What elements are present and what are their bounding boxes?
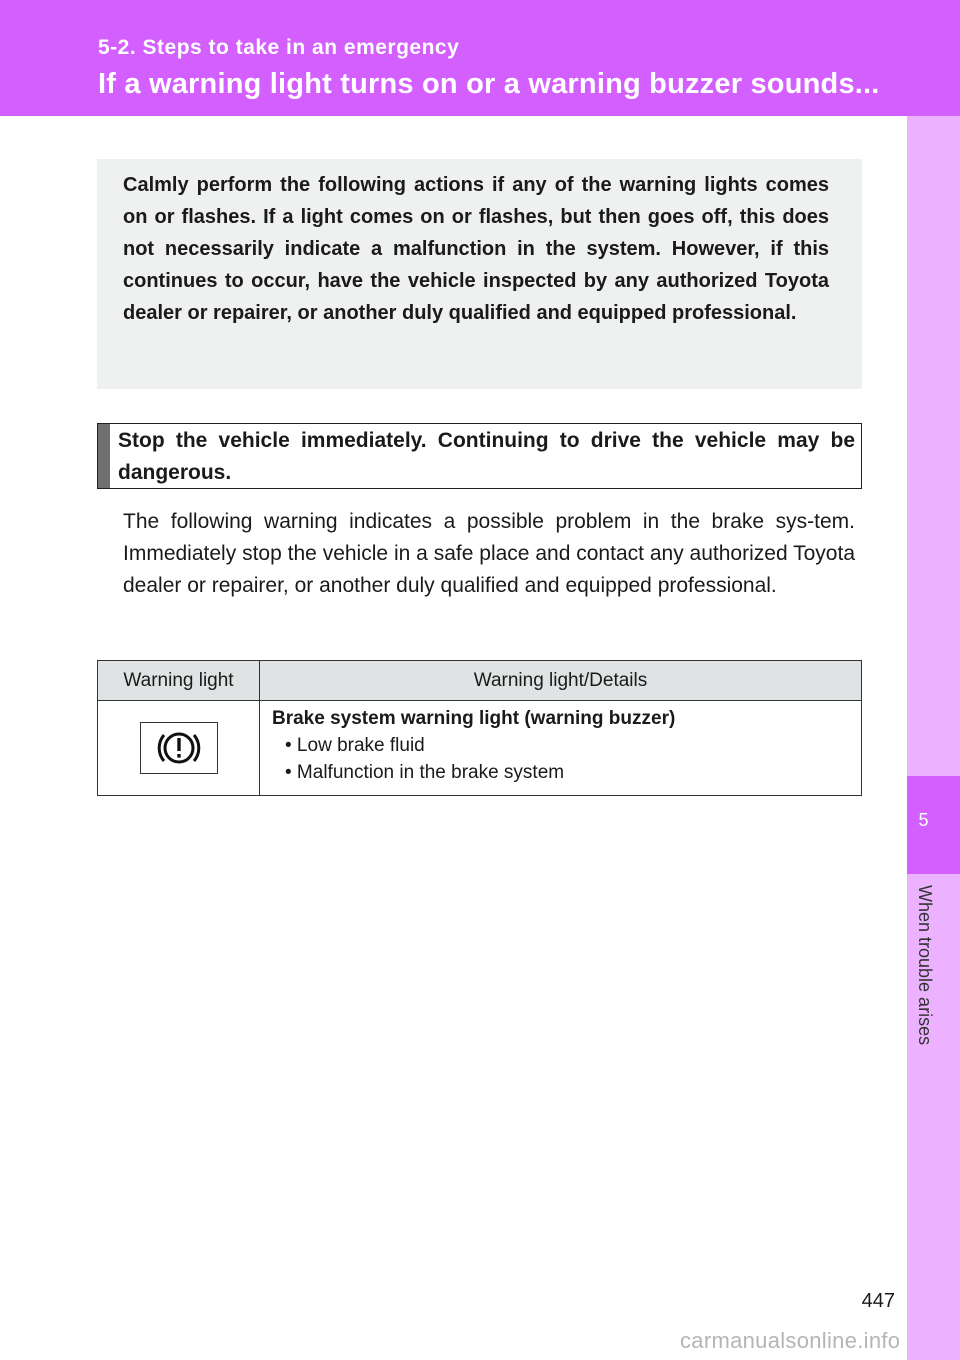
table-header-warning-light: Warning light	[98, 661, 260, 701]
page-title: If a warning light turns on or a warning buzzer sounds...	[98, 68, 880, 100]
details-item: • Low brake fluid	[285, 735, 425, 756]
caution-bar	[98, 424, 110, 488]
page-number: 447	[861, 1290, 895, 1312]
details-item: • Malfunction in the brake system	[285, 762, 565, 783]
brake-warning-icon	[140, 722, 218, 774]
details-cell	[260, 701, 862, 796]
table-header-row	[98, 661, 862, 701]
intro-text: Calmly perform the following actions if any of the warning lights comes on or flashes. If a light comes on or flashes, but then goes off, this does not necessarily indicate a malfunction in the system. However, if this continues to occur, have the vehicle inspected by any authorized Toyota dealer or repairer, or another duly qualified and equipped professional.	[123, 174, 829, 324]
chapter-title: When trouble arises	[915, 885, 935, 1046]
details-title: Brake system warning light (warning buzzer)	[272, 708, 676, 729]
body-paragraph: The following warning indicates a possible problem in the brake sys-tem. Immediately stop the vehicle in a safe place and contact any authorized Toyota dealer or repairer, or another duly qualified and equipped professional.	[123, 510, 855, 597]
section-label: 5-2. Steps to take in an emergency	[98, 36, 460, 59]
icon-cell	[98, 701, 260, 796]
chapter-side-tab	[907, 116, 960, 1360]
intro-box	[97, 159, 862, 389]
caution-box	[97, 423, 862, 489]
table-header-details: Warning light/Details	[260, 661, 862, 701]
chapter-number: 5	[918, 810, 929, 830]
watermark: carmanualsonline.info	[680, 1328, 901, 1353]
warning-table	[97, 660, 862, 796]
table-row	[98, 701, 862, 796]
page-header	[0, 0, 960, 116]
caution-text: Stop the vehicle immediately. Continuing to drive the vehicle may be dangerous.	[118, 429, 855, 484]
